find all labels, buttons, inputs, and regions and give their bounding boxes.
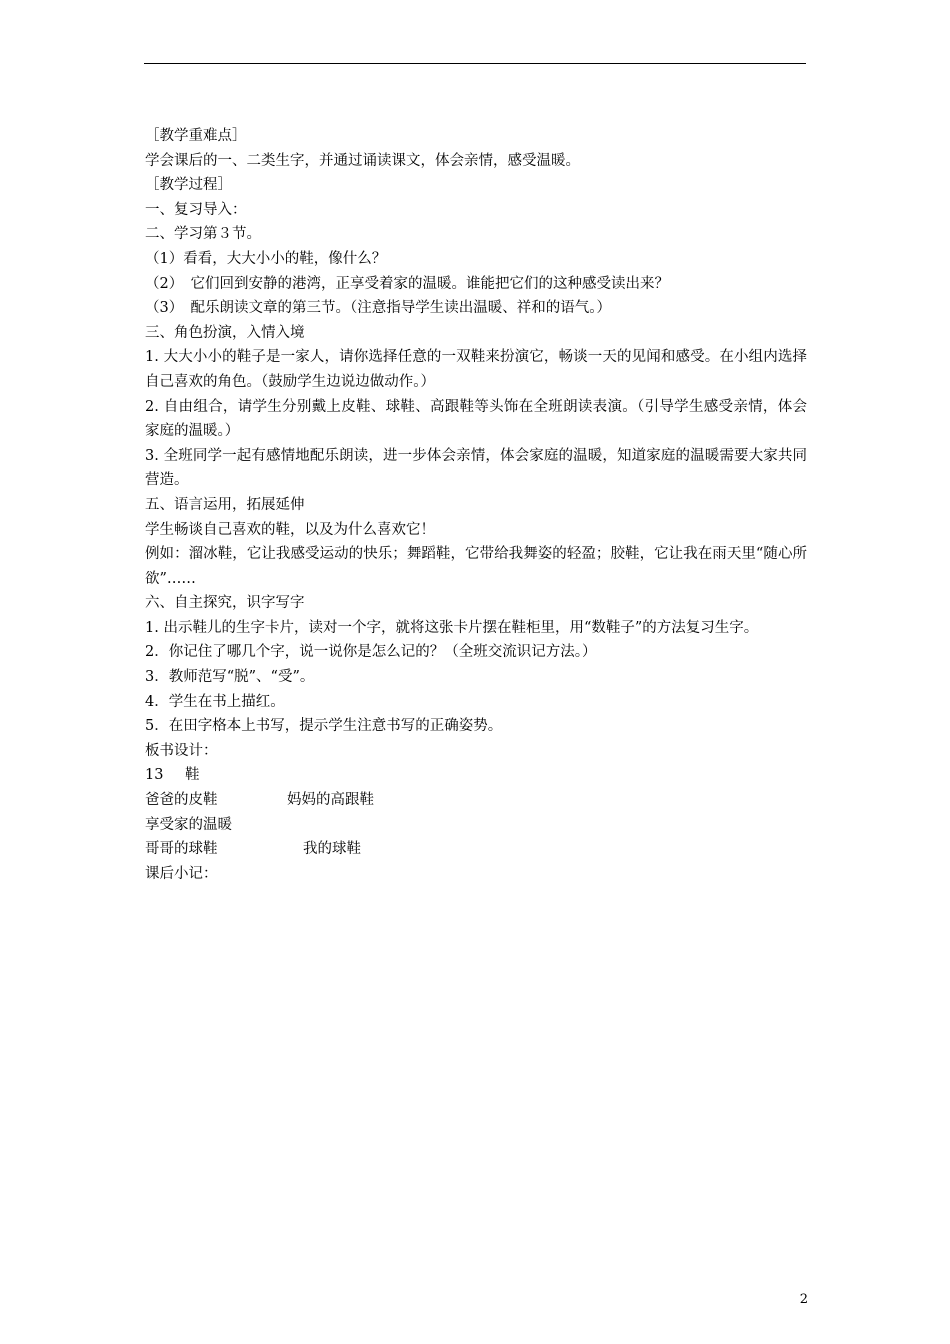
board-row1-right: 妈妈的高跟鞋 [287, 792, 374, 809]
board-title [145, 763, 807, 788]
board-row2-left: 哥哥的球鞋 [145, 841, 218, 858]
page-number: 2 [799, 1292, 808, 1307]
language-use-text: 学生畅谈自己喜欢的鞋，以及为什么喜欢它！ [145, 521, 435, 538]
step-language-use: 五、语言运用，拓展延伸 [145, 496, 305, 513]
board-row-2 [145, 837, 807, 862]
section-heading-difficulties: ［教学重难点］ [145, 128, 247, 144]
document-body [145, 124, 807, 886]
after-class-notes-label: 课后小记： [145, 865, 218, 882]
role-play-item-2: 2. 自由组合，请学生分别戴上皮鞋、球鞋、高跟鞋等头饰在全班朗读表演。（引导学生感受亲情，体会家庭的温暖。） [145, 398, 807, 440]
explore-item-4: 4．学生在书上描红。 [145, 693, 285, 710]
board-title-char: 鞋 [185, 767, 200, 784]
step-study-section3: 二、学习第３节。 [145, 226, 261, 243]
board-row2-right: 我的球鞋 [303, 841, 361, 858]
study-item-1: （1）看看，大大小小的鞋，像什么？ [145, 250, 387, 267]
step-role-play: 三、角色扮演，入情入境 [145, 324, 305, 341]
section-heading-process: ［教学过程］ [145, 177, 232, 194]
explore-item-1: 1. 出示鞋儿的生字卡片，读对一个字，就将这张卡片摆在鞋柜里，用“数鞋子”的方法复习生字。 [145, 619, 759, 636]
explore-item-3: 3．教师范写“脱”、“受”。 [145, 669, 315, 686]
step-self-explore: 六、自主探究，识字写字 [145, 595, 305, 612]
header-rule [144, 63, 806, 64]
difficulties-text: 学会课后的一、二类生字，并通过诵读课文，体会亲情，感受温暖。 [145, 152, 580, 169]
language-use-example: 例如：溜冰鞋，它让我感受运动的快乐；舞蹈鞋，它带给我舞姿的轻盈；胶鞋，它让我在雨天里“随心所欲”…… [145, 546, 807, 587]
board-row1-left: 爸爸的皮鞋 [145, 792, 218, 809]
explore-item-2: 2．你记住了哪几个字，说一说你是怎么记的？（全班交流识记方法。） [145, 644, 597, 661]
study-item-2: （2） 它们回到安静的港湾，正享受着家的温暖。谁能把它们的这种感受读出来？ [145, 275, 669, 292]
explore-item-5: 5．在田字格本上书写，提示学生注意书写的正确姿势。 [145, 718, 503, 735]
board-row-1 [145, 788, 807, 813]
role-play-item-1: 1. 大大小小的鞋子是一家人，请你选择任意的一双鞋来扮演它，畅谈一天的见闻和感受。在小组内选择自己喜欢的角色。（鼓励学生边说边做动作。） [145, 349, 807, 390]
role-play-item-3: 3. 全班同学一起有感情地配乐朗读，进一步体会亲情，体会家庭的温暖，知道家庭的温暖需要大家共同营造。 [145, 447, 807, 489]
board-center: 享受家的温暖 [145, 816, 232, 833]
study-item-3: （3） 配乐朗读文章的第三节。（注意指导学生读出温暖、祥和的语气。） [145, 300, 611, 317]
board-design-label: 板书设计： [145, 742, 218, 759]
board-title-number: 13 [145, 767, 164, 784]
step-review-intro: 一、复习导入： [145, 201, 247, 218]
